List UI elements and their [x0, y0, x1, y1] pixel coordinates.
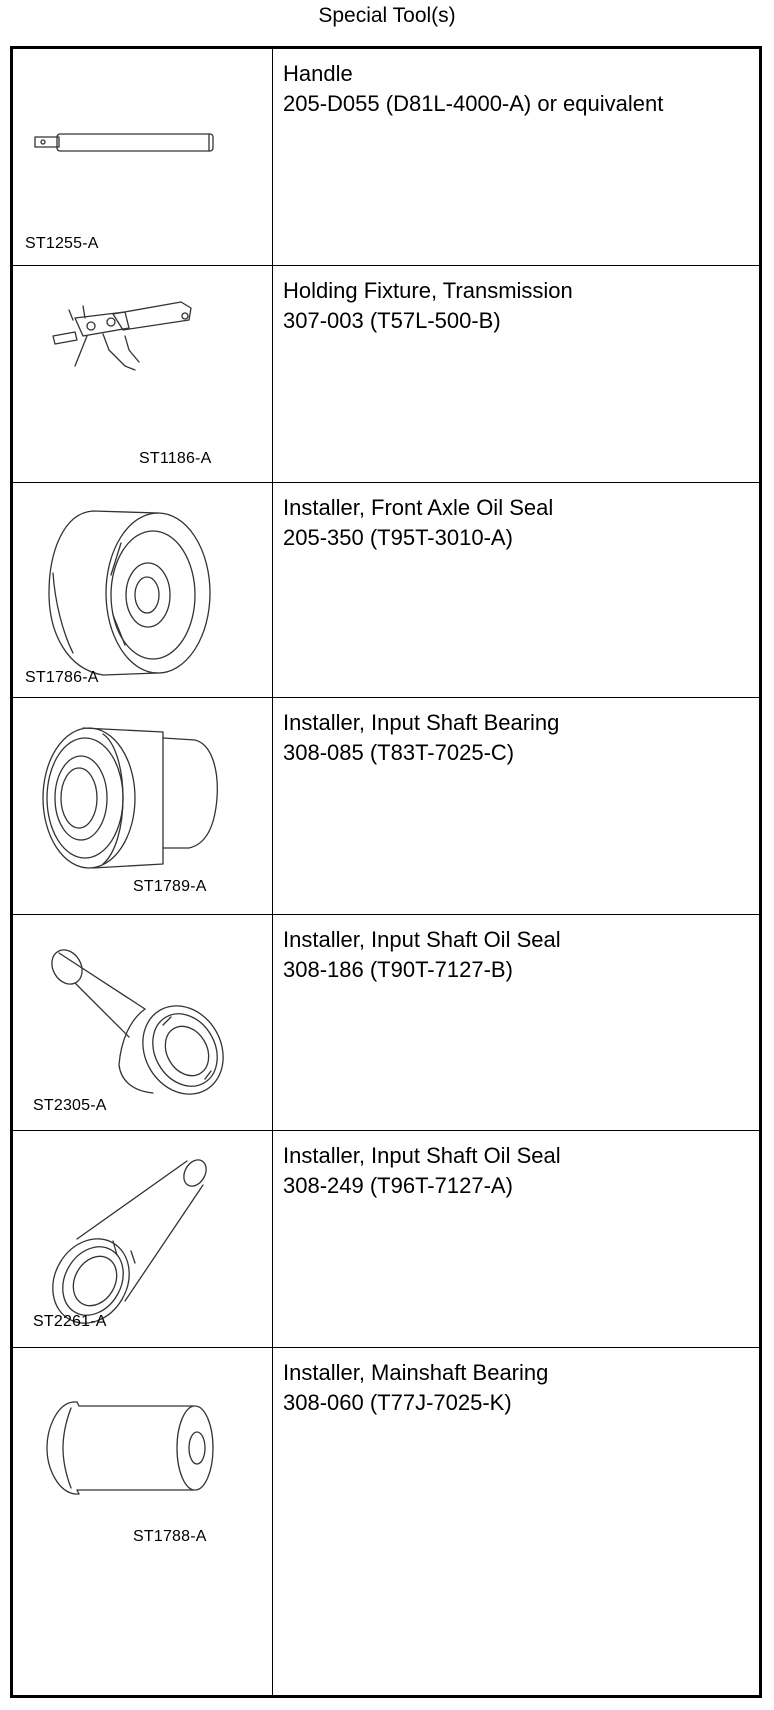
- table-row: [13, 265, 759, 482]
- table-row: [13, 1130, 759, 1347]
- tool-number: 308-085 (T83T-7025-C): [283, 740, 515, 765]
- tool-code: ST1789-A: [133, 878, 207, 895]
- tool-name: Installer, Mainshaft Bearing: [283, 1360, 549, 1385]
- tool-name: Installer, Input Shaft Oil Seal: [283, 1143, 561, 1168]
- mainshaft-bearing-installer-icon: [13, 1348, 273, 1696]
- tool-image-cell: [13, 698, 273, 914]
- front-axle-seal-installer-icon: [13, 483, 273, 698]
- tool-image-cell: [13, 49, 273, 265]
- tool-code: ST1788-A: [133, 1528, 207, 1545]
- tool-image-cell: [13, 483, 273, 697]
- tool-image-cell: [13, 266, 273, 482]
- tool-name: Holding Fixture, Transmission: [283, 278, 573, 303]
- tool-name: Installer, Input Shaft Bearing: [283, 710, 560, 735]
- tool-code: ST1255-A: [25, 235, 99, 252]
- table-row: [13, 49, 759, 265]
- tool-name: Handle: [283, 61, 353, 86]
- tool-name: Installer, Input Shaft Oil Seal: [283, 927, 561, 952]
- page-title: Special Tool(s): [318, 4, 456, 27]
- tool-image-cell: [13, 1348, 273, 1695]
- tool-code: ST1186-A: [139, 450, 212, 467]
- table-row: [13, 697, 759, 914]
- table-row: [13, 482, 759, 697]
- handle-tool-icon: [13, 49, 273, 265]
- table-row: [13, 914, 759, 1130]
- tool-number: 205-350 (T95T-3010-A): [283, 525, 513, 550]
- special-tools-table: [10, 46, 762, 1698]
- tool-code: ST2305-A: [33, 1097, 107, 1114]
- table-row: [13, 1347, 759, 1695]
- tool-number: 205-D055 (D81L-4000-A) or equivalent: [283, 91, 664, 116]
- tool-number: 308-186 (T90T-7127-B): [283, 957, 513, 982]
- tool-number: 308-060 (T77J-7025-K): [283, 1390, 512, 1415]
- tool-name: Installer, Front Axle Oil Seal: [283, 495, 554, 520]
- tool-code: ST2261-A: [33, 1313, 107, 1330]
- tool-number: 307-003 (T57L-500-B): [283, 308, 501, 333]
- tool-number: 308-249 (T96T-7127-A): [283, 1173, 513, 1198]
- tool-image-cell: [13, 915, 273, 1130]
- tool-code: ST1786-A: [25, 669, 99, 686]
- tool-image-cell: [13, 1131, 273, 1347]
